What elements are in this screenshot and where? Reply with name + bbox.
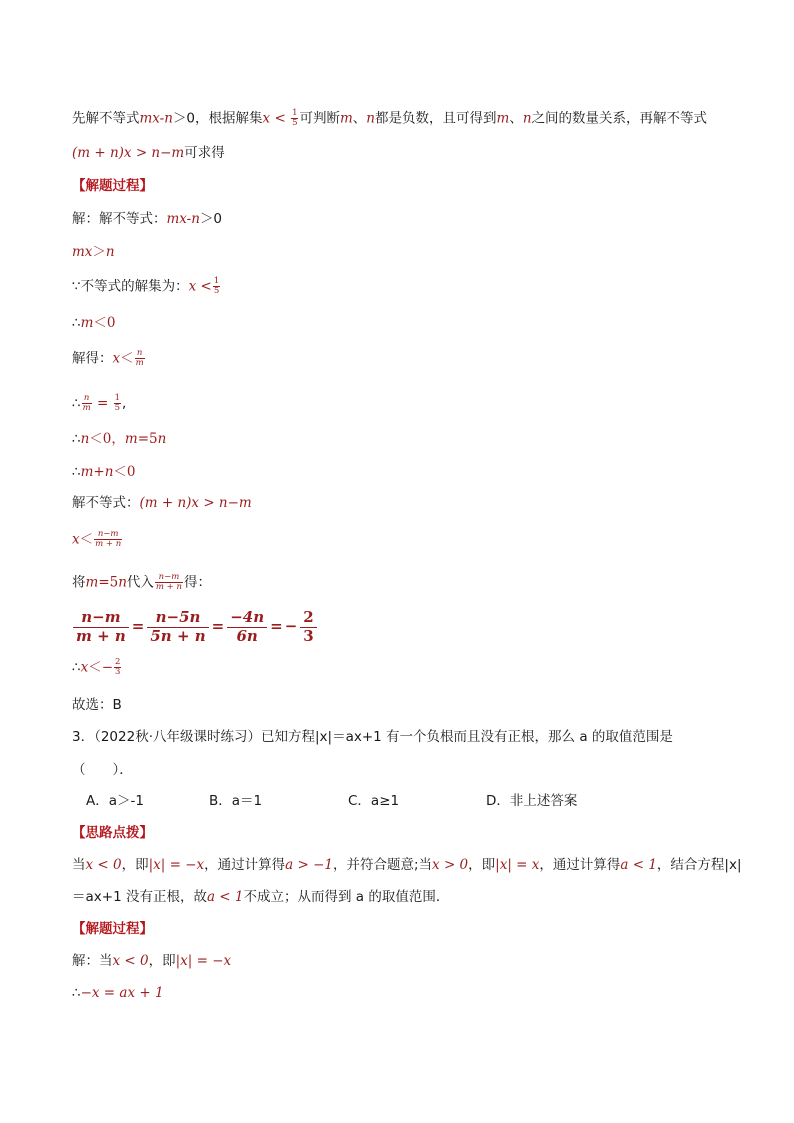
text: 都是负数，且可得到: [375, 110, 497, 127]
math-expr: a < 1: [620, 857, 657, 873]
text: ∴: [72, 315, 81, 331]
step-1: [72, 210, 222, 228]
fraction: [82, 394, 92, 413]
step-8: [72, 463, 136, 481]
frac-num: 1: [292, 108, 298, 118]
text: 当: [72, 857, 86, 873]
math-op: =: [131, 617, 145, 635]
math-op: =: [211, 617, 225, 635]
math-var: n: [366, 110, 375, 127]
step-9: [72, 494, 252, 512]
math-expr: (m + n)x > n−m: [139, 495, 252, 511]
text: 可求得: [184, 145, 225, 161]
math-expr: |x| = x: [495, 857, 540, 873]
text: ，即: [148, 953, 176, 969]
math-expr: |x| = −x: [148, 857, 205, 873]
text: 将: [72, 574, 86, 591]
text: 代入: [126, 574, 154, 591]
math-var: n: [118, 574, 127, 591]
hint-line-2: [72, 144, 225, 162]
text: 解：当: [72, 953, 113, 969]
frac-num: n−m: [155, 573, 183, 583]
math-expr: a < 1: [206, 889, 244, 905]
sol3-line-2: [72, 984, 164, 1002]
math-var: m: [496, 110, 510, 127]
frac-den: 5: [213, 285, 220, 296]
option-b[interactable]: B．a＝1: [209, 793, 263, 809]
option-d[interactable]: D．非上述答案: [486, 793, 578, 809]
frac-num: 1: [114, 393, 120, 403]
answer-line: 故选：B: [72, 697, 122, 713]
text: 之间的数量关系，再解不等式: [531, 110, 708, 127]
math-var: x: [112, 350, 121, 367]
frac-den: m + n: [76, 626, 126, 645]
frac-num: 2: [300, 610, 316, 628]
text: ∴: [72, 659, 81, 676]
frac-num: n: [82, 394, 92, 404]
sol3-line-1: [72, 952, 231, 970]
text: ，结合方程|x|: [656, 857, 742, 873]
math-var: x: [80, 659, 89, 676]
math-expr: x > 0: [432, 857, 469, 873]
frac-den: m + n: [155, 581, 182, 592]
option-c[interactable]: C．a≥1: [348, 793, 400, 809]
text: ＝ax+1 没有正根，故: [72, 889, 207, 905]
frac-num: n−m: [73, 610, 129, 628]
fraction: [300, 607, 316, 645]
math-op: =5: [137, 431, 158, 447]
section-heading-process: 【解题过程】: [72, 178, 153, 194]
text: ∴: [72, 395, 81, 412]
section-heading-process-2: 【解题过程】: [72, 921, 153, 937]
text: ，通过计算得: [539, 857, 621, 873]
math-op: ＜0，: [89, 431, 125, 447]
fraction: [114, 658, 121, 677]
math-expr: (m + n)x > n−m: [72, 145, 185, 161]
fraction: [94, 530, 122, 549]
frac-den: m + n: [95, 538, 122, 549]
text: ，并符合题意;当: [332, 857, 433, 873]
frac-den: 5: [114, 402, 120, 413]
math-expr: a > −1: [285, 857, 333, 873]
frac-num: n: [135, 349, 145, 359]
math-op: ＜0: [113, 464, 136, 480]
math-op: ＜0: [93, 315, 116, 331]
question-3-stem: 3．（2022秋·八年级课时练习）已知方程|x|＝ax+1 有一个负根而且没有正根，那么 a 的取值范围是: [72, 729, 673, 745]
math-var: n: [157, 431, 167, 447]
frac-num: 1: [213, 276, 220, 286]
math-op: ＜: [79, 531, 94, 548]
hint3-line-1: [72, 856, 742, 874]
frac-num: n−5n: [147, 610, 208, 628]
text: ，即: [121, 857, 149, 873]
step-13: [72, 658, 122, 677]
step-3: [72, 277, 221, 296]
frac-den: 3: [115, 666, 121, 677]
math-var: mx: [72, 244, 93, 260]
math-op: <: [270, 110, 291, 127]
text: ,: [121, 395, 127, 412]
fraction: [291, 109, 298, 128]
math-var: m: [339, 110, 353, 127]
math-op: =: [92, 395, 113, 412]
hint-line-1: [72, 109, 707, 128]
fraction: [147, 607, 208, 645]
text: ，通过计算得: [204, 857, 286, 873]
text: ∴: [72, 464, 81, 480]
step-7: [72, 430, 166, 448]
text: ∵不等式的解集为：: [72, 278, 189, 295]
text: ，即: [468, 857, 496, 873]
step-12-equation: [72, 608, 318, 645]
math-expr: x < 0: [112, 953, 149, 969]
math-op: ＜: [120, 350, 134, 367]
frac-den: m: [135, 357, 144, 368]
question-3-paren: （ ）．: [72, 762, 133, 778]
step-4: [72, 314, 116, 332]
math-expr: mx-n: [166, 211, 200, 227]
math-var: n: [522, 110, 532, 127]
math-expr: −x = ax + 1: [80, 985, 164, 1001]
math-expr: m+n: [80, 464, 114, 480]
fraction: [114, 394, 121, 413]
frac-den: 5: [292, 117, 298, 128]
math-op: =5: [98, 574, 119, 591]
fraction: [135, 349, 145, 368]
math-op: =: [270, 617, 283, 635]
text: 、: [352, 110, 367, 127]
text: ∴: [72, 985, 81, 1001]
math-expr: mx-n: [139, 110, 173, 127]
text: 得：: [183, 574, 211, 591]
step-6: [72, 394, 126, 413]
text: 解不等式：: [72, 495, 140, 511]
math-op: ＜−: [88, 659, 114, 676]
math-var: n: [105, 244, 115, 260]
math-expr: |x| = −x: [175, 953, 232, 969]
fraction: [155, 573, 183, 592]
text: 可判断: [299, 110, 340, 127]
math-op: ＞: [92, 244, 106, 260]
fraction: [213, 277, 220, 296]
step-10: [72, 530, 123, 549]
frac-den: 5n + n: [150, 626, 206, 645]
frac-num: 2: [115, 657, 121, 667]
math-expr: x < 0: [85, 857, 122, 873]
frac-den: 6n: [236, 626, 258, 645]
text: 解得：: [72, 350, 113, 367]
math-var: n: [80, 431, 90, 447]
math-op: −: [284, 617, 298, 635]
text: ＞0，根据解集: [172, 110, 263, 127]
text: ∴: [72, 431, 81, 447]
option-a[interactable]: A．a＞-1: [86, 793, 144, 809]
math-var: x: [262, 110, 271, 127]
frac-den: m: [82, 402, 91, 413]
text: 先解不等式: [72, 110, 140, 127]
fraction: [227, 607, 267, 645]
section-heading-hint: 【思路点拨】: [72, 825, 153, 841]
step-11: [72, 573, 211, 592]
text: ＞0: [199, 211, 223, 227]
math-var: m: [80, 315, 94, 331]
math-var: x: [72, 531, 80, 548]
text: 不成立；从而得到 a 的取值范围．: [243, 889, 450, 905]
step-2: [72, 243, 115, 261]
math-expr: x <: [188, 278, 212, 295]
frac-num: −4n: [227, 610, 267, 628]
math-var: m: [124, 431, 138, 447]
frac-num: n−m: [94, 530, 122, 540]
frac-den: 3: [303, 626, 314, 645]
fraction: [73, 607, 129, 645]
text: 、: [509, 110, 523, 127]
step-5: [72, 349, 146, 368]
text: 解：解不等式：: [72, 211, 167, 227]
math-var: m: [85, 574, 99, 591]
hint3-line-2: [72, 888, 449, 906]
